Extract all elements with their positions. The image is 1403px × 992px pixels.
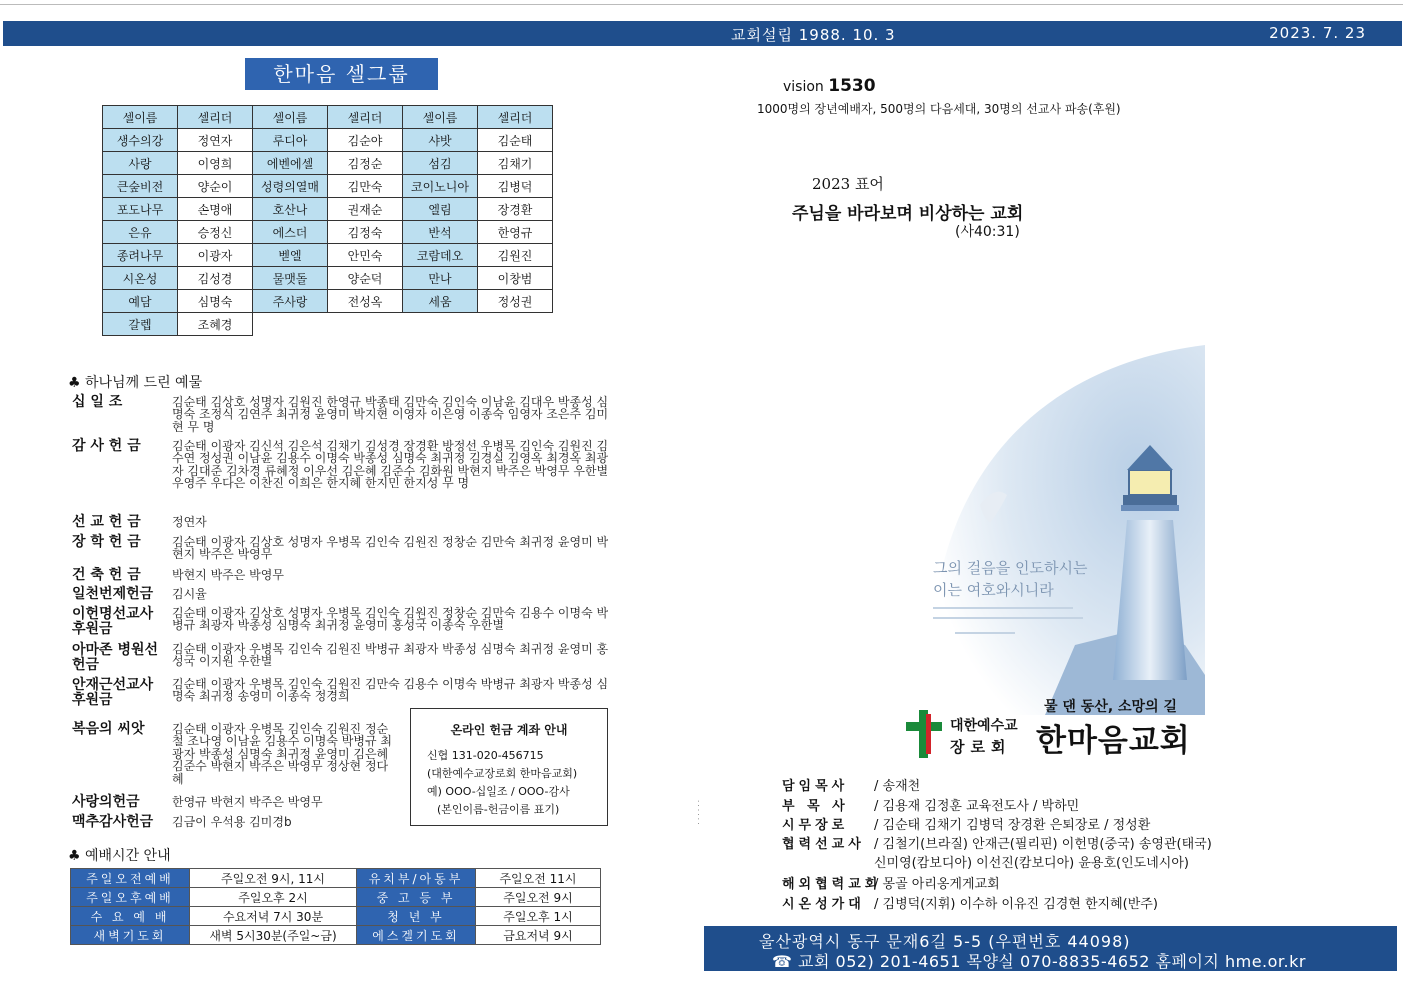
service-time: 주일오전 11시: [476, 869, 601, 888]
cell-name: 포도나무: [103, 198, 178, 221]
offering-names: 김순태 이광자 우병목 김인숙 김원진 김만숙 김용수 이명숙 박병규 최광자 박종성 심명숙 최귀정 송영미 이종숙 정경희: [172, 677, 609, 704]
worship-row: [71, 869, 601, 888]
cell-leader: 김채기: [478, 152, 553, 175]
cell-name: 은유: [103, 221, 178, 244]
church-address: 울산광역시 동구 문재6길 5-5 (우편번호 44098): [759, 932, 1131, 951]
image-verse-line2: 이는 여호와시니라: [933, 581, 1054, 599]
offering-label: 장 학 헌 금: [72, 534, 141, 550]
service-time: 금요저녁 9시: [476, 926, 601, 945]
cell-table-row: [103, 313, 553, 336]
cell-group-title: 한마음 셀그룹: [245, 58, 438, 90]
staff-names: 신미영(캄보디아) 이선진(캄보디아) 윤용호(인도네시아): [874, 856, 1189, 871]
cell-leader: 김정순: [328, 152, 403, 175]
cell-table-row: [103, 175, 553, 198]
staff-role: 협력선교사: [782, 837, 865, 852]
header-bar: [3, 21, 1402, 46]
cell-name: 엘림: [403, 198, 478, 221]
cell-leader: 김순야: [328, 129, 403, 152]
denomination-line1: 대한예수교: [950, 718, 1018, 734]
cell-name: 물맷돌: [253, 267, 328, 290]
cell-table-header: 셀이름: [403, 106, 478, 129]
worship-row: [71, 926, 601, 945]
cell-name: 루디아: [253, 129, 328, 152]
vision-subtitle: 1000명의 장년예배자, 500명의 다음세대, 30명의 선교사 파송(후원): [757, 102, 1121, 116]
offering-label: 안재근선교사 후원금: [72, 677, 154, 708]
motto-text: 주님을 바라보며 비상하는 교회: [792, 204, 1024, 224]
cell-table-row: [103, 221, 553, 244]
cell-leader: [328, 313, 403, 336]
staff-names: / 김병덕(지휘) 이수하 이유진 김경현 한지혜(반주): [874, 897, 1158, 912]
online-line: (대한예수교장로회 한마음교회): [427, 767, 578, 780]
service-name: 청 년 부: [357, 907, 476, 926]
online-line: 예) OOO-십일조 / OOO-감사: [427, 785, 570, 798]
staff-names: / 김철기(브라질) 안재근(필리핀) 이헌명(중국) 송영관(태국): [874, 837, 1212, 852]
cell-name: 큰숲비전: [103, 175, 178, 198]
offering-names: 김순태 김상호 성명자 김원진 한영규 박종태 김만숙 김인숙 이남윤 김대우 박종성 심명숙 조정식 김연주 최귀정 윤영미 박지현 이영자 이은영 이종숙 임영자 조은주 김미현 무 명: [172, 395, 609, 434]
service-name: 유치부/아동부: [357, 869, 476, 888]
service-name: 에스겔기도회: [357, 926, 476, 945]
offerings-title: ♣ 하나님께 드린 예물: [68, 375, 203, 391]
offering-label: 십 일 조: [72, 394, 123, 410]
cell-table-row: [103, 267, 553, 290]
offering-names: 김순태 이광자 김상호 성명자 우병목 김인숙 김원진 정창순 김만숙 김용수 이명숙 박병규 최광자 박종성 심명숙 최귀정 윤영미 홍성국 이종숙 우한별: [172, 606, 609, 633]
cell-name: 만나: [403, 267, 478, 290]
offering-label: 이헌명선교사 후원금: [72, 606, 154, 637]
bulletin-date: 2023. 7. 23: [1269, 24, 1366, 42]
church-name: 한마음교회: [1036, 723, 1191, 759]
vision-label: vision: [783, 79, 824, 95]
cell-name: 코이노니아: [403, 175, 478, 198]
offering-names: 한영규 박현지 박주은 박영무: [172, 795, 323, 809]
service-name: 새벽기도회: [71, 926, 190, 945]
offering-label: 복음의 씨앗: [72, 721, 145, 737]
staff-names: / 김용재 김정훈 교육전도사 / 박하민: [874, 799, 1080, 814]
offering-names: 박현지 박주은 박영무: [172, 568, 284, 582]
cell-name: 주사랑: [253, 290, 328, 313]
cell-name: 에벤에셀: [253, 152, 328, 175]
offering-names: 김시율: [172, 587, 207, 601]
service-time: 수요저녁 7시 30분: [190, 907, 357, 926]
cell-leader: 김순태: [478, 129, 553, 152]
cell-leader: 조혜경: [178, 313, 253, 336]
cell-table-header: 셀이름: [103, 106, 178, 129]
cell-table-row: [103, 129, 553, 152]
cell-leader: 권재순: [328, 198, 403, 221]
cell-name: 벧엘: [253, 244, 328, 267]
offering-label: 건 축 헌 금: [72, 567, 141, 583]
service-time: 주일오후 1시: [476, 907, 601, 926]
staff-role: 부 목 사: [782, 799, 849, 814]
side-vertical-text: · · · · · ·: [694, 800, 702, 825]
cell-leader: 김성경: [178, 267, 253, 290]
cell-leader: 김만숙: [328, 175, 403, 198]
cell-leader: 전성옥: [328, 290, 403, 313]
online-line: (본인이름-헌금이름 표기): [437, 803, 560, 816]
cell-leader: 양순이: [178, 175, 253, 198]
worship-row: [71, 907, 601, 926]
offering-label: 감 사 헌 금: [72, 438, 141, 454]
church-slogan: 물 댄 동산, 소망의 길: [1044, 699, 1178, 715]
cell-leader: 김정숙: [328, 221, 403, 244]
cell-leader: 장경환: [478, 198, 553, 221]
cell-leader: 김원진: [478, 244, 553, 267]
cell-name: 성령의열매: [253, 175, 328, 198]
staff-role: 담임목사: [782, 779, 849, 794]
church-contact: ☎ 교회 052) 201-4651 목양실 070-8835-4652 홈페이지 hme.or.kr: [772, 952, 1306, 971]
offering-label: 선 교 헌 금: [72, 514, 141, 530]
cell-name: 섬김: [403, 152, 478, 175]
lighthouse-illustration: [895, 345, 1205, 715]
cell-leader: 승정신: [178, 221, 253, 244]
service-name: 주일오전예배: [71, 869, 190, 888]
cell-name: 코람데오: [403, 244, 478, 267]
offering-names: 김순태 이광자 우병목 김인숙 김원진 박병규 최광자 박종성 심명숙 최귀정 윤영미 홍성국 이지원 우한별: [172, 642, 609, 669]
service-name: 주일오후예배: [71, 888, 190, 907]
cell-leader: 이광자: [178, 244, 253, 267]
online-offering-box: [410, 708, 608, 826]
cell-name: 반석: [403, 221, 478, 244]
cell-group-table: [102, 105, 553, 336]
cell-leader: 손명애: [178, 198, 253, 221]
cell-name: [253, 313, 328, 336]
offering-names: 정연자: [172, 515, 207, 529]
cell-leader: 정성권: [478, 290, 553, 313]
cell-table-row: [103, 244, 553, 267]
worship-row: [71, 888, 601, 907]
cell-name: 종려나무: [103, 244, 178, 267]
established-date: 교회설립 1988. 10. 3: [731, 26, 896, 44]
offering-label: 아마존 병원선헌금: [72, 642, 159, 673]
vision-number: 1530: [828, 76, 876, 96]
staff-names: / 김순태 김채기 김병덕 장경환 은퇴장로 / 정성환: [874, 818, 1151, 833]
online-line: 신협 131-020-456715: [427, 749, 544, 762]
denomination-line2: 장로회: [950, 738, 1012, 756]
staff-names: / 몽골 아리옹게게교회: [874, 877, 1000, 892]
offering-names: 김금이 우석용 김미경b: [172, 815, 292, 829]
cell-name: 예담: [103, 290, 178, 313]
cell-name: 시온성: [103, 267, 178, 290]
cell-table-header: 셀리더: [178, 106, 253, 129]
service-time: 새벽 5시30분(주일~금): [190, 926, 357, 945]
cell-leader: 이영희: [178, 152, 253, 175]
service-time: 주일오후 2시: [190, 888, 357, 907]
staff-role: 해외협력교회: [782, 877, 882, 892]
offering-names: 김순태 이광자 김상호 성명자 우병목 김인숙 김원진 정창순 김만숙 최귀정 윤영미 박현지 박주은 박영무: [172, 535, 609, 562]
cell-name: [403, 313, 478, 336]
cell-table-row: [103, 290, 553, 313]
motto-year: 2023 표어: [812, 175, 884, 193]
cell-table-header: 셀이름: [253, 106, 328, 129]
cell-leader: 양순덕: [328, 267, 403, 290]
offering-label: 맥추감사헌금: [72, 814, 154, 830]
cell-table-row: [103, 198, 553, 221]
footer-bar: [704, 926, 1397, 971]
image-verse-line1: 그의 걸음을 인도하시는: [933, 559, 1088, 577]
online-title: 온라인 헌금 계좌 안내: [450, 723, 568, 737]
offering-names: 김순태 이광자 우병목 김인숙 김원진 정순철 조나영 이남윤 김용수 이명숙 박병규 최광자 박종성 심명숙 최귀정 윤영미 김은혜 김준수 박현지 박주은 박영무 정상현 정다혜: [172, 722, 392, 786]
cell-leader: [478, 313, 553, 336]
service-time: 주일오전 9시: [476, 888, 601, 907]
cell-leader: 심명숙: [178, 290, 253, 313]
service-name: 중 고 등 부: [357, 888, 476, 907]
church-cross-logo: [904, 708, 944, 760]
cell-name: 샤밧: [403, 129, 478, 152]
cell-table-row: [103, 152, 553, 175]
offering-label: 일천번제헌금: [72, 586, 154, 602]
cell-leader: 한영규: [478, 221, 553, 244]
cell-name: 생수의강: [103, 129, 178, 152]
staff-names: / 송재천: [874, 779, 921, 794]
motto-reference: (사40:31): [955, 224, 1020, 240]
cell-table-header: 셀리더: [478, 106, 553, 129]
service-name: 수 요 예 배: [71, 907, 190, 926]
cell-name: 사랑: [103, 152, 178, 175]
staff-role: 시온성가대: [782, 897, 865, 912]
cell-table-header: 셀리더: [328, 106, 403, 129]
service-time: 주일오전 9시, 11시: [190, 869, 357, 888]
cell-leader: 안민숙: [328, 244, 403, 267]
vision: [783, 76, 876, 96]
worship-schedule-table: [70, 868, 601, 945]
cell-name: 갈렙: [103, 313, 178, 336]
cell-leader: 정연자: [178, 129, 253, 152]
staff-role: 시무장로: [782, 818, 849, 833]
cell-name: 세움: [403, 290, 478, 313]
offering-label: 사랑의헌금: [72, 794, 140, 810]
cell-leader: 김병덕: [478, 175, 553, 198]
cell-name: 에스더: [253, 221, 328, 244]
cell-leader: 이창범: [478, 267, 553, 290]
top-rule: [0, 4, 1403, 5]
cell-name: 호산나: [253, 198, 328, 221]
worship-title: ♣ 예배시간 안내: [68, 848, 171, 864]
offering-names: 김순태 이광자 김신석 김은석 김채기 김성경 장경환 방정선 우병목 김인숙 김원진 김수연 정성권 이남윤 김용수 이명숙 박종성 심명숙 최귀정 김경실 김영옥 최경옥 최광자 김대준 김차경 류혜정 이우선 김은혜 김준수 김화원 박현지 박주은 박영무 우한별 우영주 우다은 이찬진 이희은 한지혜 한지민 한지성 무 명: [172, 439, 609, 491]
